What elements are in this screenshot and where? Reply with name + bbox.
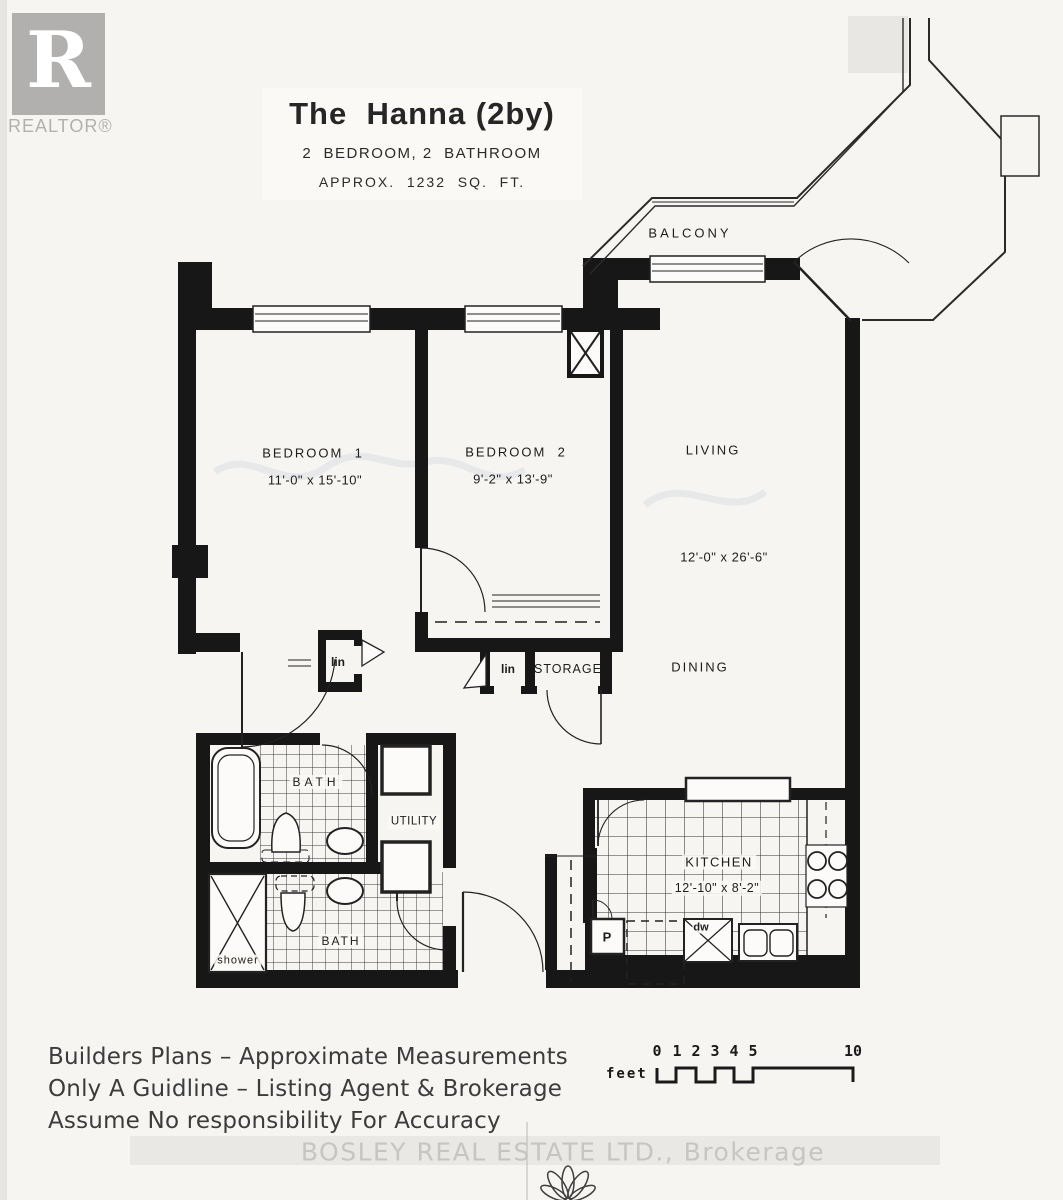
bedroom2-window xyxy=(465,306,562,332)
plan-title: The Hanna (2by) xyxy=(289,96,555,131)
scale-tick-5: 5 xyxy=(748,1042,758,1060)
scale-unit-label: feet xyxy=(606,1066,648,1082)
kitchen-sink-icon xyxy=(739,924,797,961)
linen1-label: lin xyxy=(331,655,345,669)
dining-label: DINING xyxy=(671,659,729,675)
scan-edge xyxy=(0,0,7,1200)
bedroom2-door-icon xyxy=(421,548,485,612)
linen2-label: lin xyxy=(501,662,515,676)
scale-tick-10: 10 xyxy=(843,1042,863,1060)
kitchen-passthrough xyxy=(686,778,790,801)
bedroom2-dims: 9'-2" x 13'-9" xyxy=(473,471,553,487)
bedroom1-dims: 11'-0" x 15'-10" xyxy=(267,472,363,488)
title-block xyxy=(262,88,582,200)
plan-sqft: APPROX. 1232 SQ. FT. xyxy=(318,174,526,190)
realtor-r-icon: R xyxy=(26,15,91,106)
bedroom1-label: BEDROOM 1 xyxy=(262,445,364,461)
realtor-wordmark: REALTOR® xyxy=(8,116,113,136)
living-dims: 12'-0" x 26'-6" xyxy=(680,549,768,565)
scale-tick-1: 1 xyxy=(672,1042,682,1060)
dishwasher-label: dw xyxy=(693,921,709,934)
scale-tick-2: 2 xyxy=(691,1042,701,1060)
disclaimer-line-1: Builders Plans – Approximate Measurements xyxy=(48,1044,568,1070)
scan-blotch xyxy=(848,16,908,73)
brokerage-watermark: BOSLEY REAL ESTATE LTD., Brokerage xyxy=(300,1137,826,1167)
bath2-label: BATH xyxy=(318,934,363,948)
realtor-logo xyxy=(12,13,105,115)
storage-label: STORAGE xyxy=(534,661,602,676)
utility-label: UTILITY xyxy=(388,815,440,829)
bifold-door-icon xyxy=(362,640,384,666)
shower-label: shower xyxy=(214,955,261,968)
living-window xyxy=(650,256,765,282)
sink-icon xyxy=(327,828,363,854)
scale-tick-0: 0 xyxy=(652,1042,662,1060)
entry-opening xyxy=(458,970,546,988)
living-label: LIVING xyxy=(685,442,741,458)
bathtub-icon xyxy=(212,748,260,848)
scale-tick-3: 3 xyxy=(710,1042,720,1060)
sink-icon xyxy=(327,878,363,904)
pantry-label: P xyxy=(602,929,612,945)
bifold-door-icon xyxy=(464,654,486,688)
scale-tick-4: 4 xyxy=(729,1042,739,1060)
disclaimer-line-3: Assume No responsibility For Accuracy xyxy=(48,1108,501,1134)
balcony-notch xyxy=(1001,116,1039,176)
scale-bar xyxy=(657,1068,853,1082)
bedroom1-window xyxy=(253,306,370,332)
entry-door-icon xyxy=(463,892,543,972)
disclaimer-line-2: Only A Guidline – Listing Agent & Brokerage xyxy=(48,1076,563,1102)
palmette-logo-icon xyxy=(539,1166,597,1200)
storage-door-icon xyxy=(547,690,601,744)
plan-subtitle: 2 BEDROOM, 2 BATHROOM xyxy=(302,145,542,162)
kitchen-label: KITCHEN xyxy=(682,855,756,870)
windows xyxy=(253,256,765,332)
bath1-label: BATH xyxy=(289,775,342,789)
bedroom2-label: BEDROOM 2 xyxy=(465,444,567,460)
balcony-door-icon xyxy=(794,239,909,321)
column-icon xyxy=(569,330,602,376)
kitchen-dims: 12'-10" x 8'-2" xyxy=(672,881,762,896)
balcony-label: BALCONY xyxy=(648,225,732,241)
stove-icon xyxy=(806,845,847,907)
